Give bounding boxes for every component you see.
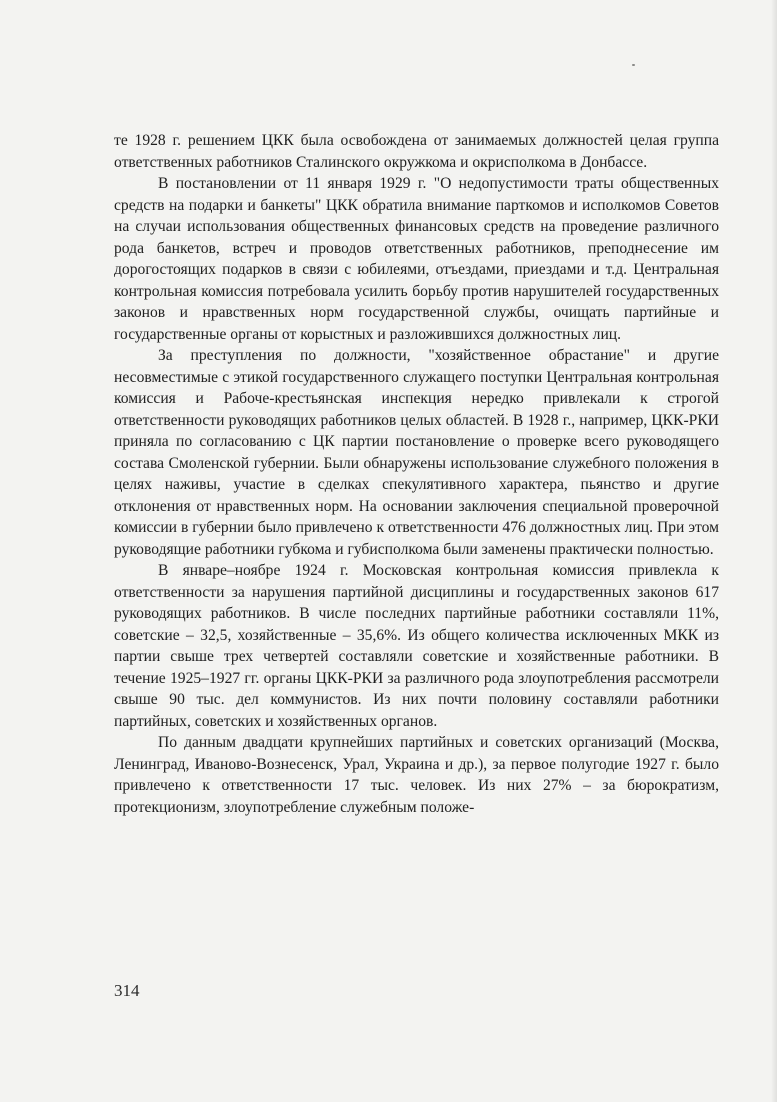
scan-speck bbox=[632, 64, 635, 66]
paragraph-1: те 1928 г. решением ЦКК была освобождена от занимаемых должностей целая группа ответственных работников Сталинского окружкома и окрисполкома в Донбассе. bbox=[114, 132, 719, 171]
paragraph-5: По данным двадцати крупнейших партийных и советских организаций (Москва, Ленинград, Иваново-Вознесенск, Урал, Украина и др.), за первое полугодие 1927 г. было привлечено к ответственности 17 тыс. человек. Из них 27% – за бюрократизм, протекционизм, злоупотребление служебным положе- bbox=[114, 734, 719, 816]
paragraph-3: За преступления по должности, "хозяйственное обрастание" и другие несовместимые с этикой государственного служащего поступки Центральная контрольная комиссия и Рабоче-крестьянская инспекция нередко привлекали к строгой ответственности руководящих работников целых областей. В 1928 г., например, ЦКК-РКИ приняла по согласованию с ЦК партии постановление о проверке всего руководящего состава Смоленской губернии. Были обнаружены использование служебного положения в целях наживы, участие в сделках спекулятивного характера, пьянство и другие отклонения от нравственных норм. На основании заключения специальной проверочной комиссии в губернии было привлечено к ответственности 476 должностных лиц. При этом руководящие работники губкома и губисполкома были заменены практически полностью. bbox=[114, 347, 719, 558]
paragraph-2: В постановлении от 11 января 1929 г. "О недопустимости траты общественных средств на подарки и банкеты" ЦКК обратила внимание парткомов и исполкомов Советов на случаи использования общественных финансовых средств на проведение различного рода банкетов, встреч и проводов ответственных работников, преподнесение им дорогостоящих подарков в связи с юбилеями, отъездами, приездами и т.д. Центральная контрольная комиссия потребовала усилить борьбу против нарушителей государственных законов и нравственных норм государственной службы, очищать партийные и государственные органы от корыстных и разложившихся должностных лиц. bbox=[114, 175, 719, 343]
page-number: 314 bbox=[114, 981, 140, 1000]
paragraph-4: В январе–ноябре 1924 г. Московская контрольная комиссия привлекла к ответственности за нарушения партийной дисциплины и государственных законов 617 руководящих работников. В числе последних партийные работники составляли 11%, советские – 32,5, хозяйственные – 35,6%. Из общего количества исключенных МКК из партии свыше трех четвертей составляли советские и хозяйственные работники. В течение 1925–1927 гг. органы ЦКК-РКИ за различного рода злоупотребления рассмотрели свыше 90 тыс. дел коммунистов. Из них почти половину составляли работники партийных, советских и хозяйственных органов. bbox=[114, 562, 719, 730]
body-text bbox=[114, 130, 719, 818]
